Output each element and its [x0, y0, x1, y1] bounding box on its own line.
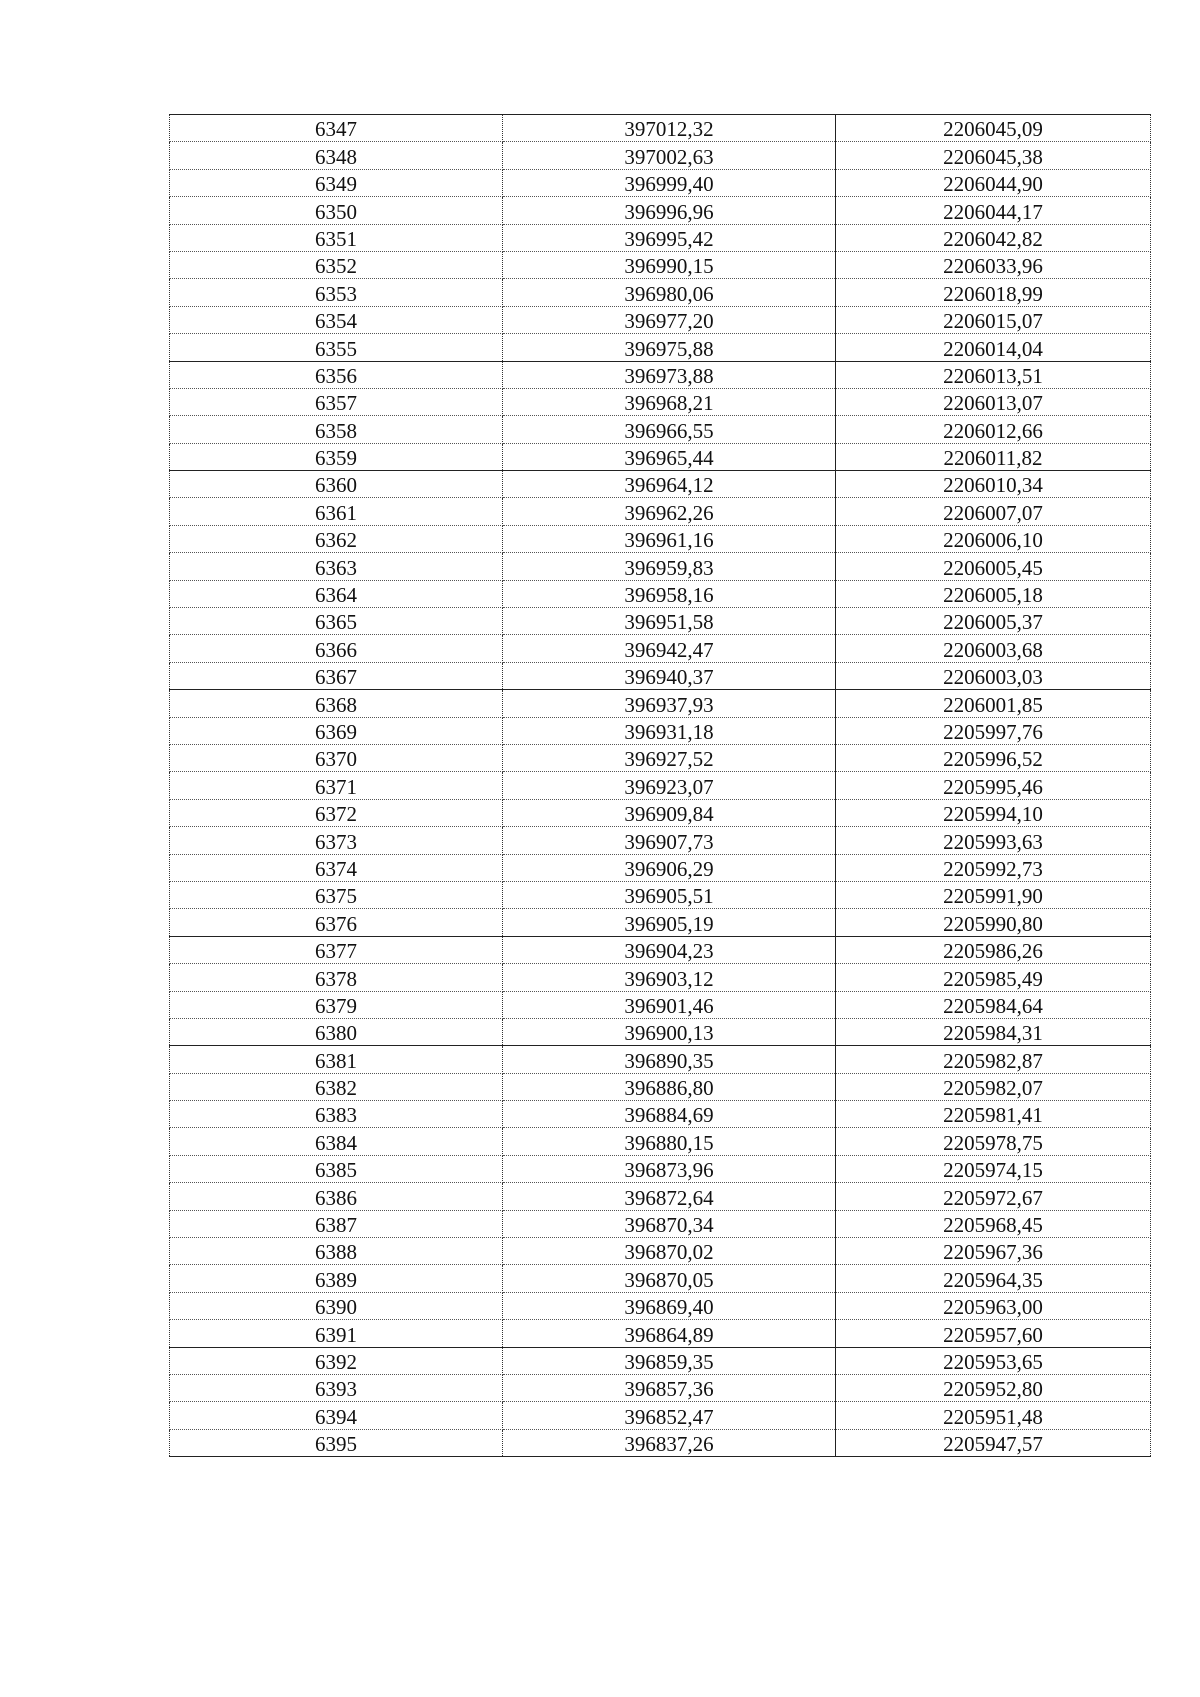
point-number-cell: 6358	[170, 416, 503, 443]
x-coordinate-cell: 396942,47	[503, 635, 836, 662]
y-coordinate-cell: 2205994,10	[836, 799, 1151, 826]
y-coordinate-cell: 2206003,03	[836, 662, 1151, 689]
y-coordinate-cell: 2206005,45	[836, 553, 1151, 580]
point-number-cell: 6362	[170, 525, 503, 552]
table-row	[170, 936, 1151, 963]
y-coordinate-cell: 2205951,48	[836, 1402, 1151, 1429]
table-row	[170, 471, 1151, 498]
coordinates-table	[169, 114, 1151, 1457]
table-row	[170, 690, 1151, 717]
x-coordinate-cell: 396869,40	[503, 1292, 836, 1319]
x-coordinate-cell: 396904,23	[503, 936, 836, 963]
point-number-cell: 6365	[170, 608, 503, 635]
y-coordinate-cell: 2205991,90	[836, 881, 1151, 908]
point-number-cell: 6377	[170, 936, 503, 963]
table-row	[170, 1155, 1151, 1182]
table-row	[170, 416, 1151, 443]
point-number-cell: 6359	[170, 443, 503, 470]
point-number-cell: 6384	[170, 1128, 503, 1155]
table-row	[170, 142, 1151, 169]
table-row	[170, 1210, 1151, 1237]
x-coordinate-cell: 396995,42	[503, 224, 836, 251]
table-row	[170, 964, 1151, 991]
x-coordinate-cell: 396962,26	[503, 498, 836, 525]
table-row	[170, 772, 1151, 799]
table-row	[170, 580, 1151, 607]
y-coordinate-cell: 2205982,87	[836, 1046, 1151, 1073]
y-coordinate-cell: 2206045,09	[836, 115, 1151, 142]
x-coordinate-cell: 396870,02	[503, 1238, 836, 1265]
x-coordinate-cell: 396907,73	[503, 827, 836, 854]
table-row	[170, 525, 1151, 552]
table-row	[170, 251, 1151, 278]
table-row	[170, 224, 1151, 251]
x-coordinate-cell: 396940,37	[503, 662, 836, 689]
point-number-cell: 6386	[170, 1183, 503, 1210]
x-coordinate-cell: 396901,46	[503, 991, 836, 1018]
point-number-cell: 6385	[170, 1155, 503, 1182]
x-coordinate-cell: 396909,84	[503, 799, 836, 826]
table-row	[170, 388, 1151, 415]
point-number-cell: 6374	[170, 854, 503, 881]
table-row	[170, 115, 1151, 142]
y-coordinate-cell: 2205995,46	[836, 772, 1151, 799]
y-coordinate-cell: 2205981,41	[836, 1101, 1151, 1128]
x-coordinate-cell: 396870,05	[503, 1265, 836, 1292]
y-coordinate-cell: 2206010,34	[836, 471, 1151, 498]
y-coordinate-cell: 2206018,99	[836, 279, 1151, 306]
point-number-cell: 6356	[170, 361, 503, 388]
table-row	[170, 881, 1151, 908]
y-coordinate-cell: 2205990,80	[836, 909, 1151, 936]
point-number-cell: 6369	[170, 717, 503, 744]
table-row	[170, 1183, 1151, 1210]
y-coordinate-cell: 2205974,15	[836, 1155, 1151, 1182]
table-row	[170, 1073, 1151, 1100]
point-number-cell: 6361	[170, 498, 503, 525]
point-number-cell: 6375	[170, 881, 503, 908]
point-number-cell: 6391	[170, 1320, 503, 1347]
y-coordinate-cell: 2206033,96	[836, 251, 1151, 278]
y-coordinate-cell: 2205997,76	[836, 717, 1151, 744]
table-row	[170, 279, 1151, 306]
x-coordinate-cell: 396905,19	[503, 909, 836, 936]
point-number-cell: 6348	[170, 142, 503, 169]
y-coordinate-cell: 2205978,75	[836, 1128, 1151, 1155]
y-coordinate-cell: 2205964,35	[836, 1265, 1151, 1292]
point-number-cell: 6395	[170, 1429, 503, 1456]
table-row	[170, 1018, 1151, 1045]
table-row	[170, 498, 1151, 525]
x-coordinate-cell: 396961,16	[503, 525, 836, 552]
y-coordinate-cell: 2206015,07	[836, 306, 1151, 333]
x-coordinate-cell: 396966,55	[503, 416, 836, 443]
y-coordinate-cell: 2205952,80	[836, 1374, 1151, 1401]
x-coordinate-cell: 396890,35	[503, 1046, 836, 1073]
y-coordinate-cell: 2205968,45	[836, 1210, 1151, 1237]
table-row	[170, 799, 1151, 826]
x-coordinate-cell: 396859,35	[503, 1347, 836, 1374]
point-number-cell: 6380	[170, 1018, 503, 1045]
point-number-cell: 6392	[170, 1347, 503, 1374]
y-coordinate-cell: 2205984,64	[836, 991, 1151, 1018]
x-coordinate-cell: 396880,15	[503, 1128, 836, 1155]
x-coordinate-cell: 396996,96	[503, 197, 836, 224]
y-coordinate-cell: 2205993,63	[836, 827, 1151, 854]
point-number-cell: 6367	[170, 662, 503, 689]
x-coordinate-cell: 396980,06	[503, 279, 836, 306]
y-coordinate-cell: 2206003,68	[836, 635, 1151, 662]
table-row	[170, 662, 1151, 689]
point-number-cell: 6379	[170, 991, 503, 1018]
table-row	[170, 1320, 1151, 1347]
table-row	[170, 197, 1151, 224]
y-coordinate-cell: 2205984,31	[836, 1018, 1151, 1045]
x-coordinate-cell: 396900,13	[503, 1018, 836, 1045]
x-coordinate-cell: 396990,15	[503, 251, 836, 278]
x-coordinate-cell: 396965,44	[503, 443, 836, 470]
y-coordinate-cell: 2206042,82	[836, 224, 1151, 251]
x-coordinate-cell: 396886,80	[503, 1073, 836, 1100]
point-number-cell: 6388	[170, 1238, 503, 1265]
y-coordinate-cell: 2205957,60	[836, 1320, 1151, 1347]
point-number-cell: 6349	[170, 169, 503, 196]
table-row	[170, 1374, 1151, 1401]
point-number-cell: 6373	[170, 827, 503, 854]
point-number-cell: 6352	[170, 251, 503, 278]
x-coordinate-cell: 396857,36	[503, 1374, 836, 1401]
x-coordinate-cell: 396837,26	[503, 1429, 836, 1456]
y-coordinate-cell: 2205967,36	[836, 1238, 1151, 1265]
table-row	[170, 443, 1151, 470]
x-coordinate-cell: 396852,47	[503, 1402, 836, 1429]
point-number-cell: 6389	[170, 1265, 503, 1292]
y-coordinate-cell: 2205953,65	[836, 1347, 1151, 1374]
table-row	[170, 1238, 1151, 1265]
x-coordinate-cell: 396964,12	[503, 471, 836, 498]
point-number-cell: 6355	[170, 334, 503, 361]
coordinates-table-body	[170, 115, 1151, 1457]
y-coordinate-cell: 2205985,49	[836, 964, 1151, 991]
x-coordinate-cell: 397012,32	[503, 115, 836, 142]
y-coordinate-cell: 2206013,07	[836, 388, 1151, 415]
table-row	[170, 1402, 1151, 1429]
x-coordinate-cell: 396959,83	[503, 553, 836, 580]
table-row	[170, 1347, 1151, 1374]
point-number-cell: 6382	[170, 1073, 503, 1100]
x-coordinate-cell: 396927,52	[503, 744, 836, 771]
table-row	[170, 1429, 1151, 1456]
x-coordinate-cell: 396973,88	[503, 361, 836, 388]
table-row	[170, 854, 1151, 881]
x-coordinate-cell: 396906,29	[503, 854, 836, 881]
table-row	[170, 635, 1151, 662]
x-coordinate-cell: 396968,21	[503, 388, 836, 415]
x-coordinate-cell: 396977,20	[503, 306, 836, 333]
point-number-cell: 6390	[170, 1292, 503, 1319]
y-coordinate-cell: 2205972,67	[836, 1183, 1151, 1210]
x-coordinate-cell: 396864,89	[503, 1320, 836, 1347]
y-coordinate-cell: 2206005,37	[836, 608, 1151, 635]
x-coordinate-cell: 396975,88	[503, 334, 836, 361]
point-number-cell: 6351	[170, 224, 503, 251]
y-coordinate-cell: 2206013,51	[836, 361, 1151, 388]
y-coordinate-cell: 2206001,85	[836, 690, 1151, 717]
x-coordinate-cell: 396884,69	[503, 1101, 836, 1128]
table-row	[170, 744, 1151, 771]
x-coordinate-cell: 397002,63	[503, 142, 836, 169]
table-row	[170, 306, 1151, 333]
point-number-cell: 6350	[170, 197, 503, 224]
point-number-cell: 6360	[170, 471, 503, 498]
x-coordinate-cell: 396905,51	[503, 881, 836, 908]
y-coordinate-cell: 2206012,66	[836, 416, 1151, 443]
y-coordinate-cell: 2206044,90	[836, 169, 1151, 196]
point-number-cell: 6372	[170, 799, 503, 826]
table-row	[170, 553, 1151, 580]
y-coordinate-cell: 2205982,07	[836, 1073, 1151, 1100]
x-coordinate-cell: 396999,40	[503, 169, 836, 196]
point-number-cell: 6370	[170, 744, 503, 771]
x-coordinate-cell: 396931,18	[503, 717, 836, 744]
table-row	[170, 169, 1151, 196]
table-row	[170, 1128, 1151, 1155]
point-number-cell: 6378	[170, 964, 503, 991]
point-number-cell: 6393	[170, 1374, 503, 1401]
point-number-cell: 6364	[170, 580, 503, 607]
x-coordinate-cell: 396951,58	[503, 608, 836, 635]
y-coordinate-cell: 2206007,07	[836, 498, 1151, 525]
point-number-cell: 6371	[170, 772, 503, 799]
table-row	[170, 608, 1151, 635]
point-number-cell: 6387	[170, 1210, 503, 1237]
point-number-cell: 6357	[170, 388, 503, 415]
point-number-cell: 6381	[170, 1046, 503, 1073]
table-row	[170, 909, 1151, 936]
point-number-cell: 6363	[170, 553, 503, 580]
x-coordinate-cell: 396937,93	[503, 690, 836, 717]
x-coordinate-cell: 396958,16	[503, 580, 836, 607]
table-row	[170, 1292, 1151, 1319]
y-coordinate-cell: 2205947,57	[836, 1429, 1151, 1456]
y-coordinate-cell: 2206044,17	[836, 197, 1151, 224]
table-row	[170, 1101, 1151, 1128]
table-row	[170, 334, 1151, 361]
table-row	[170, 717, 1151, 744]
table-row	[170, 1265, 1151, 1292]
point-number-cell: 6366	[170, 635, 503, 662]
table-row	[170, 827, 1151, 854]
table-row	[170, 361, 1151, 388]
x-coordinate-cell: 396903,12	[503, 964, 836, 991]
x-coordinate-cell: 396870,34	[503, 1210, 836, 1237]
y-coordinate-cell: 2206014,04	[836, 334, 1151, 361]
point-number-cell: 6353	[170, 279, 503, 306]
y-coordinate-cell: 2206006,10	[836, 525, 1151, 552]
x-coordinate-cell: 396873,96	[503, 1155, 836, 1182]
y-coordinate-cell: 2206005,18	[836, 580, 1151, 607]
y-coordinate-cell: 2205992,73	[836, 854, 1151, 881]
y-coordinate-cell: 2205963,00	[836, 1292, 1151, 1319]
table-row	[170, 1046, 1151, 1073]
point-number-cell: 6368	[170, 690, 503, 717]
point-number-cell: 6383	[170, 1101, 503, 1128]
y-coordinate-cell: 2205996,52	[836, 744, 1151, 771]
point-number-cell: 6354	[170, 306, 503, 333]
x-coordinate-cell: 396872,64	[503, 1183, 836, 1210]
y-coordinate-cell: 2206011,82	[836, 443, 1151, 470]
point-number-cell: 6394	[170, 1402, 503, 1429]
y-coordinate-cell: 2205986,26	[836, 936, 1151, 963]
x-coordinate-cell: 396923,07	[503, 772, 836, 799]
y-coordinate-cell: 2206045,38	[836, 142, 1151, 169]
point-number-cell: 6376	[170, 909, 503, 936]
table-row	[170, 991, 1151, 1018]
point-number-cell: 6347	[170, 115, 503, 142]
